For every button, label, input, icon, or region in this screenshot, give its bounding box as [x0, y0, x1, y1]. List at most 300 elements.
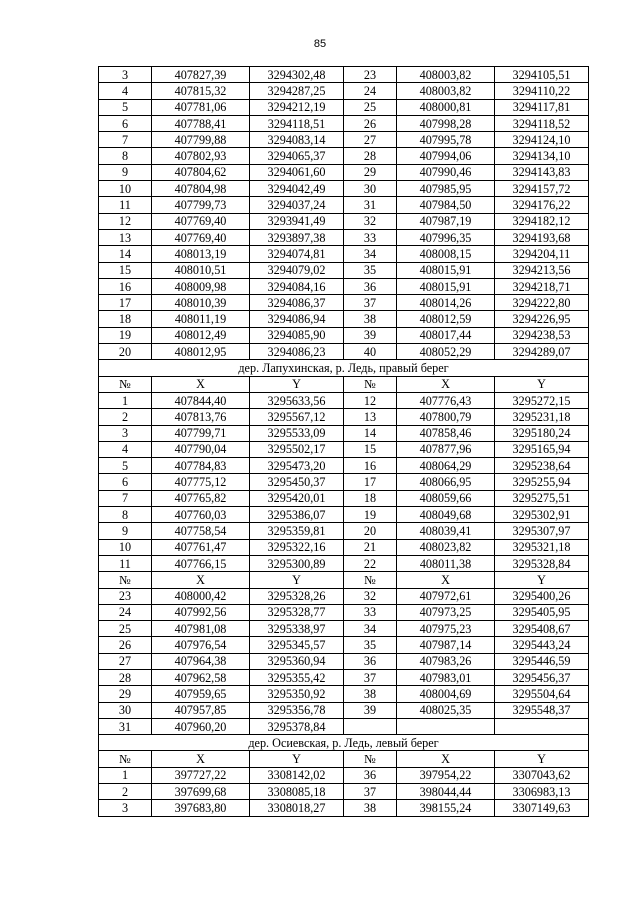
table-cell: 408000,42: [152, 588, 250, 604]
table-cell: 407983,01: [397, 669, 495, 685]
table-row: [99, 83, 589, 99]
table-cell: 3: [99, 800, 152, 816]
table-cell: 18: [99, 311, 152, 327]
table-cell: 407877,96: [397, 441, 495, 457]
table-row: [99, 278, 589, 294]
table-cell: 407775,12: [152, 474, 250, 490]
table-cell: 3294079,02: [250, 262, 344, 278]
table-cell: 3294074,81: [250, 246, 344, 262]
table-cell: 407765,82: [152, 490, 250, 506]
table-cell: 3295356,78: [250, 702, 344, 718]
table-cell: 33: [344, 229, 397, 245]
table-cell: 3307043,62: [495, 767, 589, 783]
table-cell: 29: [99, 686, 152, 702]
table-row: [99, 669, 589, 685]
table-cell: 408066,95: [397, 474, 495, 490]
table-cell: 407957,85: [152, 702, 250, 718]
table-cell: 28: [99, 669, 152, 685]
table-cell: 407996,35: [397, 229, 495, 245]
table-row: [99, 800, 589, 816]
table-cell: 407766,15: [152, 555, 250, 571]
table-cell: 14: [99, 246, 152, 262]
table-cell: 397954,22: [397, 767, 495, 783]
table-cell: 3294110,22: [495, 83, 589, 99]
table-row: [99, 327, 589, 343]
table-cell: 3293897,38: [250, 229, 344, 245]
table-cell: 38: [344, 800, 397, 816]
table-row: [99, 604, 589, 620]
table-cell: 407804,98: [152, 181, 250, 197]
table-cell: 408052,29: [397, 344, 495, 360]
table-cell: 36: [344, 767, 397, 783]
table-cell: 407758,54: [152, 523, 250, 539]
table-cell: 37: [344, 784, 397, 800]
table-row: [99, 229, 589, 245]
table-cell: 408012,59: [397, 311, 495, 327]
table-cell: 30: [344, 181, 397, 197]
table-cell: 27: [99, 653, 152, 669]
table-cell: 408012,49: [152, 327, 250, 343]
table-row: [99, 523, 589, 539]
table-cell: 408008,15: [397, 246, 495, 262]
table-cell: 13: [344, 409, 397, 425]
table-cell: 408010,39: [152, 295, 250, 311]
table-cell: 407769,40: [152, 229, 250, 245]
table-cell: 8: [99, 507, 152, 523]
table-cell: 15: [99, 262, 152, 278]
coordinates-table: [98, 66, 589, 817]
table-cell: 14: [344, 425, 397, 441]
table-cell: 4: [99, 441, 152, 457]
table-cell: 7: [99, 490, 152, 506]
table-cell: 3295307,97: [495, 523, 589, 539]
table-cell: 407973,25: [397, 604, 495, 620]
table-cell: 37: [344, 295, 397, 311]
table-cell: 407769,40: [152, 213, 250, 229]
coordinates-table-body: [99, 67, 589, 817]
table-cell: 3295473,20: [250, 458, 344, 474]
table-cell: 407960,20: [152, 718, 250, 734]
table-cell: 407781,06: [152, 99, 250, 115]
column-header: Y: [495, 751, 589, 767]
table-cell: 6: [99, 474, 152, 490]
table-cell: 38: [344, 686, 397, 702]
table-cell: 3308085,18: [250, 784, 344, 800]
table-cell: 3294037,24: [250, 197, 344, 213]
table-cell: 3295328,84: [495, 555, 589, 571]
table-cell: 25: [99, 621, 152, 637]
table-cell: 3295502,17: [250, 441, 344, 457]
table-cell: 3308018,27: [250, 800, 344, 816]
table-cell: 407788,41: [152, 115, 250, 131]
table-cell: 408011,19: [152, 311, 250, 327]
table-cell: 27: [344, 132, 397, 148]
table-cell: 407995,78: [397, 132, 495, 148]
table-cell: 407972,61: [397, 588, 495, 604]
table-cell: 16: [344, 458, 397, 474]
table-cell: 3294118,51: [250, 115, 344, 131]
table-cell: 3295338,97: [250, 621, 344, 637]
table-cell: 407800,79: [397, 409, 495, 425]
table-cell: 3294085,90: [250, 327, 344, 343]
table-cell: 407984,50: [397, 197, 495, 213]
table-cell: 32: [344, 588, 397, 604]
table-cell: 3295272,15: [495, 392, 589, 408]
table-cell: 3295400,26: [495, 588, 589, 604]
table-cell: 9: [99, 164, 152, 180]
table-cell: 408015,91: [397, 278, 495, 294]
table-cell: [495, 718, 589, 734]
table-row: [99, 262, 589, 278]
table-cell: 8: [99, 148, 152, 164]
table-cell: 408003,82: [397, 67, 495, 83]
table-cell: 15: [344, 441, 397, 457]
table-cell: 408012,95: [152, 344, 250, 360]
column-header: Y: [250, 751, 344, 767]
header-row: [99, 572, 589, 588]
table-cell: 5: [99, 458, 152, 474]
table-cell: 39: [344, 702, 397, 718]
table-row: [99, 555, 589, 571]
table-row: [99, 637, 589, 653]
table-cell: 3295386,07: [250, 507, 344, 523]
table-cell: 3294083,14: [250, 132, 344, 148]
table-cell: 407981,08: [152, 621, 250, 637]
table-row: [99, 441, 589, 457]
table-cell: 3308142,02: [250, 767, 344, 783]
table-cell: 3294105,51: [495, 67, 589, 83]
table-cell: 407776,43: [397, 392, 495, 408]
table-cell: 24: [99, 604, 152, 620]
table-cell: 3294193,68: [495, 229, 589, 245]
table-cell: 3294222,80: [495, 295, 589, 311]
table-cell: 3295302,91: [495, 507, 589, 523]
column-header: X: [397, 376, 495, 392]
column-header: Y: [495, 376, 589, 392]
table-cell: 20: [99, 344, 152, 360]
table-cell: 3295275,51: [495, 490, 589, 506]
table-row: [99, 197, 589, 213]
table-row: [99, 588, 589, 604]
table-cell: 407815,32: [152, 83, 250, 99]
table-cell: 408011,38: [397, 555, 495, 571]
table-cell: 407975,23: [397, 621, 495, 637]
section-title-row: [99, 360, 589, 376]
column-header: №: [344, 572, 397, 588]
table-cell: 13: [99, 229, 152, 245]
table-cell: 407998,28: [397, 115, 495, 131]
table-cell: 17: [99, 295, 152, 311]
table-cell: 11: [99, 197, 152, 213]
table-cell: 1: [99, 392, 152, 408]
table-row: [99, 409, 589, 425]
table-cell: 407964,38: [152, 653, 250, 669]
column-header: Y: [495, 572, 589, 588]
table-cell: 28: [344, 148, 397, 164]
table-cell: 407799,88: [152, 132, 250, 148]
table-cell: 407990,46: [397, 164, 495, 180]
table-cell: 11: [99, 555, 152, 571]
table-cell: 18: [344, 490, 397, 506]
table-cell: 398044,44: [397, 784, 495, 800]
table-cell: 407858,46: [397, 425, 495, 441]
table-cell: 3294134,10: [495, 148, 589, 164]
table-row: [99, 295, 589, 311]
table-cell: 3295533,09: [250, 425, 344, 441]
table-cell: 408064,29: [397, 458, 495, 474]
column-header: Y: [250, 376, 344, 392]
table-cell: 3295180,24: [495, 425, 589, 441]
table-row: [99, 702, 589, 718]
table-cell: 3295231,18: [495, 409, 589, 425]
table-cell: 397699,68: [152, 784, 250, 800]
table-cell: 35: [344, 637, 397, 653]
table-row: [99, 213, 589, 229]
table-cell: 3294289,07: [495, 344, 589, 360]
table-cell: 10: [99, 181, 152, 197]
table-cell: 3294182,12: [495, 213, 589, 229]
table-cell: 36: [344, 653, 397, 669]
table-row: [99, 539, 589, 555]
table-cell: 408059,66: [397, 490, 495, 506]
table-cell: 26: [99, 637, 152, 653]
table-row: [99, 784, 589, 800]
table-cell: 36: [344, 278, 397, 294]
header-row: [99, 751, 589, 767]
table-cell: 3295328,26: [250, 588, 344, 604]
table-cell: 408003,82: [397, 83, 495, 99]
table-cell: 408023,82: [397, 539, 495, 555]
table-cell: 2: [99, 409, 152, 425]
table-cell: 29: [344, 164, 397, 180]
table-cell: 24: [344, 83, 397, 99]
table-cell: 407959,65: [152, 686, 250, 702]
table-cell: 407994,06: [397, 148, 495, 164]
table-row: [99, 181, 589, 197]
table-cell: 408017,44: [397, 327, 495, 343]
table-cell: 3294042,49: [250, 181, 344, 197]
table-cell: 3294218,71: [495, 278, 589, 294]
table-row: [99, 686, 589, 702]
table-cell: 3295405,95: [495, 604, 589, 620]
table-cell: 407760,03: [152, 507, 250, 523]
table-cell: 3295255,94: [495, 474, 589, 490]
table-cell: 3295238,64: [495, 458, 589, 474]
table-cell: 3306983,13: [495, 784, 589, 800]
section-title-row: [99, 735, 589, 751]
table-cell: 32: [344, 213, 397, 229]
table-cell: 3: [99, 425, 152, 441]
table-cell: 34: [344, 621, 397, 637]
table-cell: 23: [344, 67, 397, 83]
table-cell: 33: [344, 604, 397, 620]
table-cell: 3295443,24: [495, 637, 589, 653]
table-cell: 3295420,01: [250, 490, 344, 506]
table-cell: 34: [344, 246, 397, 262]
table-cell: 2: [99, 784, 152, 800]
table-cell: 3295633,56: [250, 392, 344, 408]
table-row: [99, 621, 589, 637]
table-cell: 407962,58: [152, 669, 250, 685]
table-cell: 407976,54: [152, 637, 250, 653]
table-cell: 3294213,56: [495, 262, 589, 278]
table-cell: 20: [344, 523, 397, 539]
table-row: [99, 474, 589, 490]
table-cell: 7: [99, 132, 152, 148]
table-cell: 3295165,94: [495, 441, 589, 457]
table-cell: 408004,69: [397, 686, 495, 702]
table-cell: 407761,47: [152, 539, 250, 555]
table-row: [99, 164, 589, 180]
table-cell: 3294212,19: [250, 99, 344, 115]
table-cell: 12: [99, 213, 152, 229]
table-cell: 6: [99, 115, 152, 131]
table-cell: 4: [99, 83, 152, 99]
table-cell: 40: [344, 344, 397, 360]
table-cell: 407983,26: [397, 653, 495, 669]
table-cell: 3294086,94: [250, 311, 344, 327]
table-cell: 3293941,49: [250, 213, 344, 229]
column-header: №: [344, 751, 397, 767]
table-cell: 3294143,83: [495, 164, 589, 180]
table-cell: 3295360,94: [250, 653, 344, 669]
table-cell: 407992,56: [152, 604, 250, 620]
table-row: [99, 132, 589, 148]
table-cell: 3: [99, 67, 152, 83]
table-cell: 25: [344, 99, 397, 115]
table-cell: 3295300,89: [250, 555, 344, 571]
table-cell: 408014,26: [397, 295, 495, 311]
table-cell: 407790,04: [152, 441, 250, 457]
table-cell: 10: [99, 539, 152, 555]
table-cell: 407784,83: [152, 458, 250, 474]
table-cell: 3294124,10: [495, 132, 589, 148]
table-cell: 3295350,92: [250, 686, 344, 702]
table-cell: 398155,24: [397, 800, 495, 816]
column-header: X: [152, 572, 250, 588]
table-cell: 407804,62: [152, 164, 250, 180]
table-row: [99, 653, 589, 669]
table-cell: 408025,35: [397, 702, 495, 718]
table-cell: 3307149,63: [495, 800, 589, 816]
table-cell: 3295504,64: [495, 686, 589, 702]
page-number: 85: [313, 38, 327, 50]
table-cell: 3294065,37: [250, 148, 344, 164]
table-cell: 39: [344, 327, 397, 343]
table-cell: 407987,14: [397, 637, 495, 653]
table-row: [99, 392, 589, 408]
table-cell: 3295378,84: [250, 718, 344, 734]
table-cell: 3295446,59: [495, 653, 589, 669]
table-cell: 3294238,53: [495, 327, 589, 343]
table-row: [99, 344, 589, 360]
table-row: [99, 425, 589, 441]
table-cell: 408049,68: [397, 507, 495, 523]
table-cell: 408013,19: [152, 246, 250, 262]
table-cell: 31: [344, 197, 397, 213]
table-cell: 3295548,37: [495, 702, 589, 718]
column-header: №: [344, 376, 397, 392]
table-cell: 397727,22: [152, 767, 250, 783]
table-cell: 3295456,37: [495, 669, 589, 685]
column-header: №: [99, 751, 152, 767]
header-row: [99, 376, 589, 392]
table-cell: 3294204,11: [495, 246, 589, 262]
table-cell: 1: [99, 767, 152, 783]
table-cell: 9: [99, 523, 152, 539]
table-cell: 3294118,52: [495, 115, 589, 131]
table-cell: 407844,40: [152, 392, 250, 408]
table-row: [99, 767, 589, 783]
table-cell: 35: [344, 262, 397, 278]
table-cell: 3295359,81: [250, 523, 344, 539]
table-cell: 407813,76: [152, 409, 250, 425]
table-row: [99, 718, 589, 734]
table-cell: 16: [99, 278, 152, 294]
column-header: X: [152, 376, 250, 392]
column-header: №: [99, 572, 152, 588]
table-cell: 408039,41: [397, 523, 495, 539]
table-row: [99, 311, 589, 327]
table-cell: 3295450,37: [250, 474, 344, 490]
table-cell: 3295322,16: [250, 539, 344, 555]
table-cell: 23: [99, 588, 152, 604]
table-row: [99, 490, 589, 506]
table-cell: 407985,95: [397, 181, 495, 197]
table-cell: 19: [99, 327, 152, 343]
column-header: №: [99, 376, 152, 392]
table-row: [99, 67, 589, 83]
table-row: [99, 507, 589, 523]
table-cell: 3294061,60: [250, 164, 344, 180]
table-cell: 19: [344, 507, 397, 523]
table-cell: 3295345,57: [250, 637, 344, 653]
table-cell: 407802,93: [152, 148, 250, 164]
section-title: дер. Лапухинская, р. Ледь, правый берег: [99, 360, 589, 376]
table-cell: 3295355,42: [250, 669, 344, 685]
table-cell: 3294117,81: [495, 99, 589, 115]
table-cell: 26: [344, 115, 397, 131]
table-cell: 3294157,72: [495, 181, 589, 197]
table-cell: 12: [344, 392, 397, 408]
table-row: [99, 458, 589, 474]
table-cell: 3294226,95: [495, 311, 589, 327]
column-header: Y: [250, 572, 344, 588]
table-row: [99, 148, 589, 164]
table-cell: 3294302,48: [250, 67, 344, 83]
table-cell: 3294086,23: [250, 344, 344, 360]
table-cell: 21: [344, 539, 397, 555]
table-cell: 3294086,37: [250, 295, 344, 311]
table-row: [99, 99, 589, 115]
table-cell: 397683,80: [152, 800, 250, 816]
column-header: X: [152, 751, 250, 767]
table-cell: 3295567,12: [250, 409, 344, 425]
table-cell: 407987,19: [397, 213, 495, 229]
table-cell: 22: [344, 555, 397, 571]
table-cell: 3294084,16: [250, 278, 344, 294]
table-row: [99, 246, 589, 262]
table-cell: 408000,81: [397, 99, 495, 115]
table-cell: 408015,91: [397, 262, 495, 278]
table-row: [99, 115, 589, 131]
table-cell: 38: [344, 311, 397, 327]
table-cell: 17: [344, 474, 397, 490]
table-cell: 3295328,77: [250, 604, 344, 620]
table-cell: 3295408,67: [495, 621, 589, 637]
table-cell: 3295321,18: [495, 539, 589, 555]
column-header: X: [397, 572, 495, 588]
